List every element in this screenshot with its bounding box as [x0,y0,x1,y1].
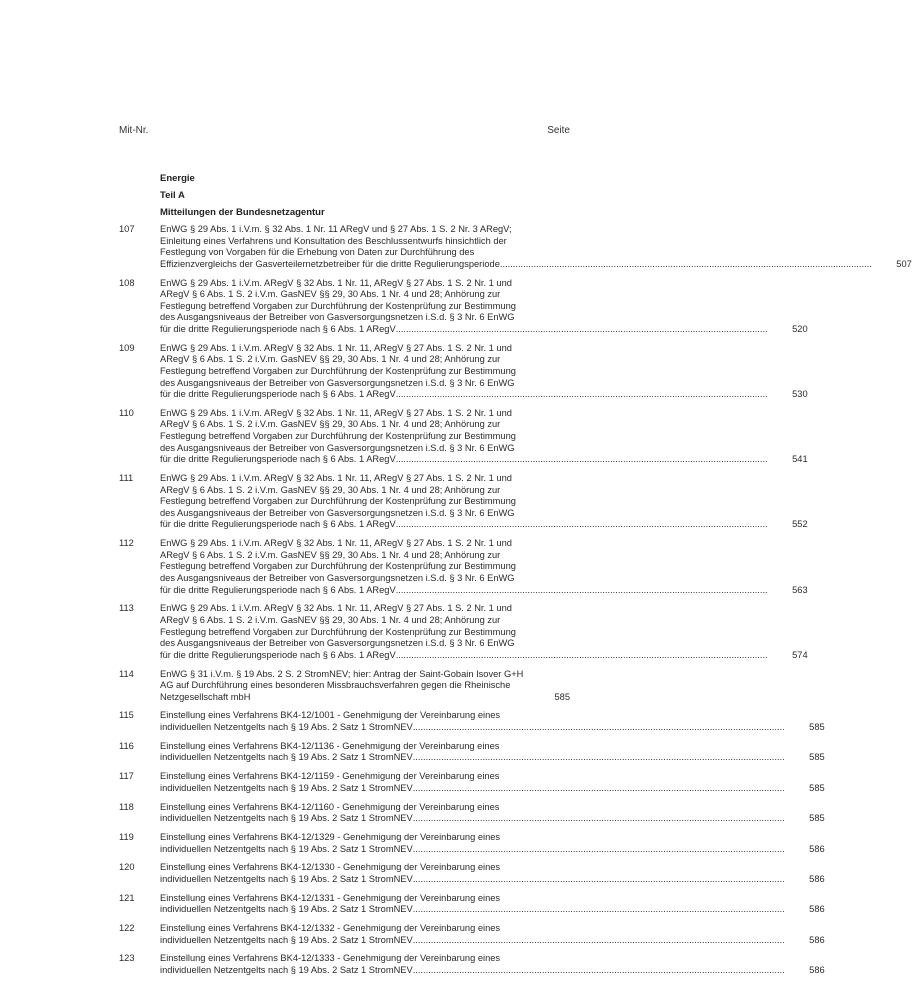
entry-text [160,802,825,825]
entry-line: individuellen Netzentgelts nach § 19 Abs. 2 Satz 1 StromNEV ..... [160,813,785,825]
entry-number: 121 [119,892,135,903]
entry-number: 118 [119,801,134,812]
dot-leader [413,722,785,734]
dot-leader [413,904,785,916]
toc-entry [119,407,808,466]
entry-line: für die dritte Regulierungsperiode nach § 6 Abs. 1 ARegV ..... [160,389,768,401]
entry-page-number: 507 [896,258,912,269]
entry-line: des Ausgangsniveaus der Betreiber von Gasversorgungsnetzen i.S.d. § 3 Nr. 6 EnWG [160,572,515,583]
entry-line: EnWG § 29 Abs. 1 i.V.m. § 32 Abs. 1 Nr. 11 ARegV und § 27 Abs. 1 S. 2 Nr. 3 ARegV; [160,224,512,234]
entry-number: 120 [119,862,135,873]
entry-page-number: 585 [554,691,570,702]
entry-line: Festlegung betreffend Vorgaben zur Durchführung der Kostenprüfung zur Bestimmung [160,300,516,311]
entry-text [160,832,825,855]
entry-line: für die dritte Regulierungsperiode nach § 6 Abs. 1 ARegV ..... [160,454,768,466]
entry-line: Einstellung eines Verfahrens BK4-12/1331 - Genehmigung der Vereinbarung eines [160,892,501,903]
dot-leader [413,752,785,764]
entry-line: individuellen Netzentgelts nach § 19 Abs. 2 Satz 1 StromNEV ..... [160,904,785,916]
entry-page-number: 541 [792,454,808,465]
entry-line: Effizienzvergleichs der Gasverteilernetzbetreiber für die dritte Regulierungsperiode ..... [160,259,872,271]
entry-page-number: 563 [792,584,808,595]
entry-line: Einstellung eines Verfahrens BK4-12/1330 - Genehmigung der Vereinbarung eines [160,862,501,873]
entry-text [160,893,825,916]
entry-page-number: 586 [809,873,825,884]
entry-line: des Ausgangsniveaus der Betreiber von Gasversorgungsnetzen i.S.d. § 3 Nr. 6 EnWG [160,442,515,453]
dot-leader [413,935,785,947]
entry-line: ARegV § 6 Abs. 1 S. 2 i.V.m. GasNEV §§ 29, 30 Abs. 1 Nr. 4 und 28; Anhörung zur [160,289,501,300]
entry-line: individuellen Netzentgelts nach § 19 Abs. 2 Satz 1 StromNEV ..... [160,752,785,764]
entry-line: ARegV § 6 Abs. 1 S. 2 i.V.m. GasNEV §§ 29, 30 Abs. 1 Nr. 4 und 28; Anhörung zur [160,614,501,625]
entry-line: EnWG § 29 Abs. 1 i.V.m. ARegV § 32 Abs. 1 Nr. 11, ARegV § 27 Abs. 1 S. 2 Nr. 1 und [160,407,512,418]
entry-number: 115 [119,710,134,721]
toc-entry [119,771,825,794]
entry-line: Einstellung eines Verfahrens BK4-12/1159 - Genehmigung der Vereinbarung eines [160,771,500,782]
entry-number: 122 [119,923,135,934]
entry-line: EnWG § 29 Abs. 1 i.V.m. ARegV § 32 Abs. 1 Nr. 11, ARegV § 27 Abs. 1 S. 2 Nr. 1 und [160,342,512,353]
entry-line: EnWG § 31 i.V.m. § 19 Abs. 2 S. 2 StromNEV; hier: Antrag der Saint-Gobain Isover G+H [160,668,524,679]
entry-number: 107 [119,224,135,234]
dot-leader [396,650,768,662]
entry-text [160,862,825,885]
entry-line: ARegV § 6 Abs. 1 S. 2 i.V.m. GasNEV §§ 29, 30 Abs. 1 Nr. 4 und 28; Anhörung zur [160,419,501,430]
entry-line: individuellen Netzentgelts nach § 19 Abs. 2 Satz 1 StromNEV ..... [160,874,785,886]
section-heading-energie: Energie [160,173,195,184]
entry-text [160,343,808,401]
column-header-number: Mit-Nr. [119,125,149,136]
entry-line: Festlegung betreffend Vorgaben zur Durchführung der Kostenprüfung zur Bestimmung [160,365,516,376]
dot-leader [396,454,768,466]
entry-line: Einstellung eines Verfahrens BK4-12/1136 - Genehmigung der Vereinbarung eines [160,740,500,751]
entry-text [160,953,825,976]
section-heading-mitteilungen: Mitteilungen der Bundesnetzagentur [160,207,325,218]
toc-entry [119,740,825,764]
dot-leader [413,844,785,856]
entry-page-number: 520 [792,323,808,334]
entry-page-number: 585 [809,813,825,824]
entry-text [160,771,825,794]
entry-line: individuellen Netzentgelts nach § 19 Abs. 2 Satz 1 StromNEV ..... [160,783,785,795]
toc-entry [119,473,808,531]
entry-line: Festlegung von Vorgaben für die Erhebung von Daten zur Durchführung des [160,247,475,258]
dot-leader [396,324,768,336]
entry-text [160,473,808,531]
entry-line: EnWG § 29 Abs. 1 i.V.m. ARegV § 32 Abs. 1 Nr. 11, ARegV § 27 Abs. 1 S. 2 Nr. 1 und [160,538,512,549]
dot-leader [413,874,785,886]
entry-line: AG auf Durchführung eines besonderen Missbrauchsverfahren gegen die Rheinische [160,680,511,691]
entry-page-number: 585 [809,722,825,733]
dot-leader [413,965,785,977]
entry-number: 108 [119,277,135,288]
entry-page-number: 586 [809,965,825,976]
dot-leader [413,813,785,825]
entry-line: individuellen Netzentgelts nach § 19 Abs. 2 Satz 1 StromNEV ..... [160,965,785,977]
entry-page-number: 586 [809,904,825,915]
entry-text [160,669,570,704]
toc-entry [119,862,825,885]
entry-line: Einstellung eines Verfahrens BK4-12/1001 - Genehmigung der Vereinbarung eines [160,710,501,721]
entry-line: Einstellung eines Verfahrens BK4-12/1333 - Genehmigung der Vereinbarung eines [160,953,501,964]
entry-line: ARegV § 6 Abs. 1 S. 2 i.V.m. GasNEV §§ 29, 30 Abs. 1 Nr. 4 und 28; Anhörung zur [160,484,501,495]
entry-text [160,278,808,336]
entry-line: individuellen Netzentgelts nach § 19 Abs. 2 Satz 1 StromNEV ..... [160,722,785,734]
dot-leader [396,519,768,531]
entry-text [160,408,808,466]
entry-number: 114 [119,668,134,679]
entry-line: EnWG § 29 Abs. 1 i.V.m. ARegV § 32 Abs. 1 Nr. 11, ARegV § 27 Abs. 1 S. 2 Nr. 1 und [160,473,512,484]
entry-line: Festlegung betreffend Vorgaben zur Durchführung der Kostenprüfung zur Bestimmung [160,496,516,507]
entry-line: für die dritte Regulierungsperiode nach § 6 Abs. 1 ARegV ..... [160,324,768,336]
toc-entry [119,277,808,336]
entry-number: 112 [119,538,134,549]
entry-line: für die dritte Regulierungsperiode nach § 6 Abs. 1 ARegV ..... [160,519,768,531]
dot-leader [413,783,785,795]
section-heading-teil: Teil A [160,190,185,201]
entry-text [160,923,825,946]
entry-line: Einstellung eines Verfahrens BK4-12/1332 - Genehmigung der Vereinbarung eines [160,923,501,934]
entry-line: ARegV § 6 Abs. 1 S. 2 i.V.m. GasNEV §§ 29, 30 Abs. 1 Nr. 4 und 28; Anhörung zur [160,354,501,365]
entry-number: 119 [119,831,134,842]
entry-number: 116 [119,740,134,751]
entry-number: 117 [119,771,134,782]
entry-number: 113 [119,603,134,614]
entry-line: des Ausgangsniveaus der Betreiber von Gasversorgungsnetzen i.S.d. § 3 Nr. 6 EnWG [160,507,515,518]
entry-number: 111 [119,473,134,484]
toc-entry [119,923,825,946]
toc-entry [119,831,825,855]
entry-text [160,538,808,596]
entry-line: Einstellung eines Verfahrens BK4-12/1160 - Genehmigung der Vereinbarung eines [160,801,500,812]
entry-line: des Ausgangsniveaus der Betreiber von Gasversorgungsnetzen i.S.d. § 3 Nr. 6 EnWG [160,312,515,323]
entry-line: Festlegung betreffend Vorgaben zur Durchführung der Kostenprüfung zur Bestimmung [160,561,516,572]
entry-line: Einstellung eines Verfahrens BK4-12/1329 - Genehmigung der Vereinbarung eines [160,831,501,842]
entry-page-number: 586 [809,934,825,945]
entry-line: Netzgesellschaft mbH [160,691,251,702]
entry-text [160,710,825,733]
toc-entry [119,603,808,661]
entry-line: Festlegung betreffend Vorgaben zur Durchführung der Kostenprüfung zur Bestimmung [160,626,516,637]
entry-text [160,603,808,661]
entry-line: individuellen Netzentgelts nach § 19 Abs. 2 Satz 1 StromNEV ..... [160,844,785,856]
entry-page-number: 585 [809,752,825,763]
entry-page-number: 530 [792,389,808,400]
toc-entry [119,801,825,825]
entry-number: 110 [119,407,134,418]
entry-page-number: 552 [792,519,808,530]
entry-page-number: 586 [809,843,825,854]
entry-line: Festlegung betreffend Vorgaben zur Durchführung der Kostenprüfung zur Bestimmung [160,431,516,442]
toc-entry [119,224,912,270]
toc-entry [119,669,570,704]
entry-line: ARegV § 6 Abs. 1 S. 2 i.V.m. GasNEV §§ 29, 30 Abs. 1 Nr. 4 und 28; Anhörung zur [160,549,501,560]
entry-line: EnWG § 29 Abs. 1 i.V.m. ARegV § 32 Abs. 1 Nr. 11, ARegV § 27 Abs. 1 S. 2 Nr. 1 und [160,277,512,288]
entry-line: für die dritte Regulierungsperiode nach § 6 Abs. 1 ARegV ..... [160,650,768,662]
toc-entry [119,342,808,401]
toc-entry [119,892,825,916]
entry-page-number: 574 [792,649,808,660]
column-header-page: Seite [547,125,570,136]
dot-leader [396,389,768,401]
toc-entry [119,953,825,976]
dot-leader [500,259,872,271]
entry-text [160,224,912,270]
entry-line: individuellen Netzentgelts nach § 19 Abs. 2 Satz 1 StromNEV ..... [160,935,785,947]
table-of-contents [119,224,912,984]
toc-entry [119,538,808,596]
entry-line: für die dritte Regulierungsperiode nach § 6 Abs. 1 ARegV ..... [160,585,768,597]
dot-leader [396,585,768,597]
entry-page-number: 585 [809,782,825,793]
toc-entry [119,710,825,733]
entry-text [160,741,825,764]
entry-line: des Ausgangsniveaus der Betreiber von Gasversorgungsnetzen i.S.d. § 3 Nr. 6 EnWG [160,638,515,649]
entry-number: 123 [119,953,135,964]
entry-number: 109 [119,342,135,353]
entry-line: EnWG § 29 Abs. 1 i.V.m. ARegV § 32 Abs. 1 Nr. 11, ARegV § 27 Abs. 1 S. 2 Nr. 1 und [160,603,512,614]
entry-line: des Ausgangsniveaus der Betreiber von Gasversorgungsnetzen i.S.d. § 3 Nr. 6 EnWG [160,377,515,388]
entry-line: Einleitung eines Verfahrens und Konsultation des Beschlussentwurfs hinsichtlich der [160,235,507,246]
